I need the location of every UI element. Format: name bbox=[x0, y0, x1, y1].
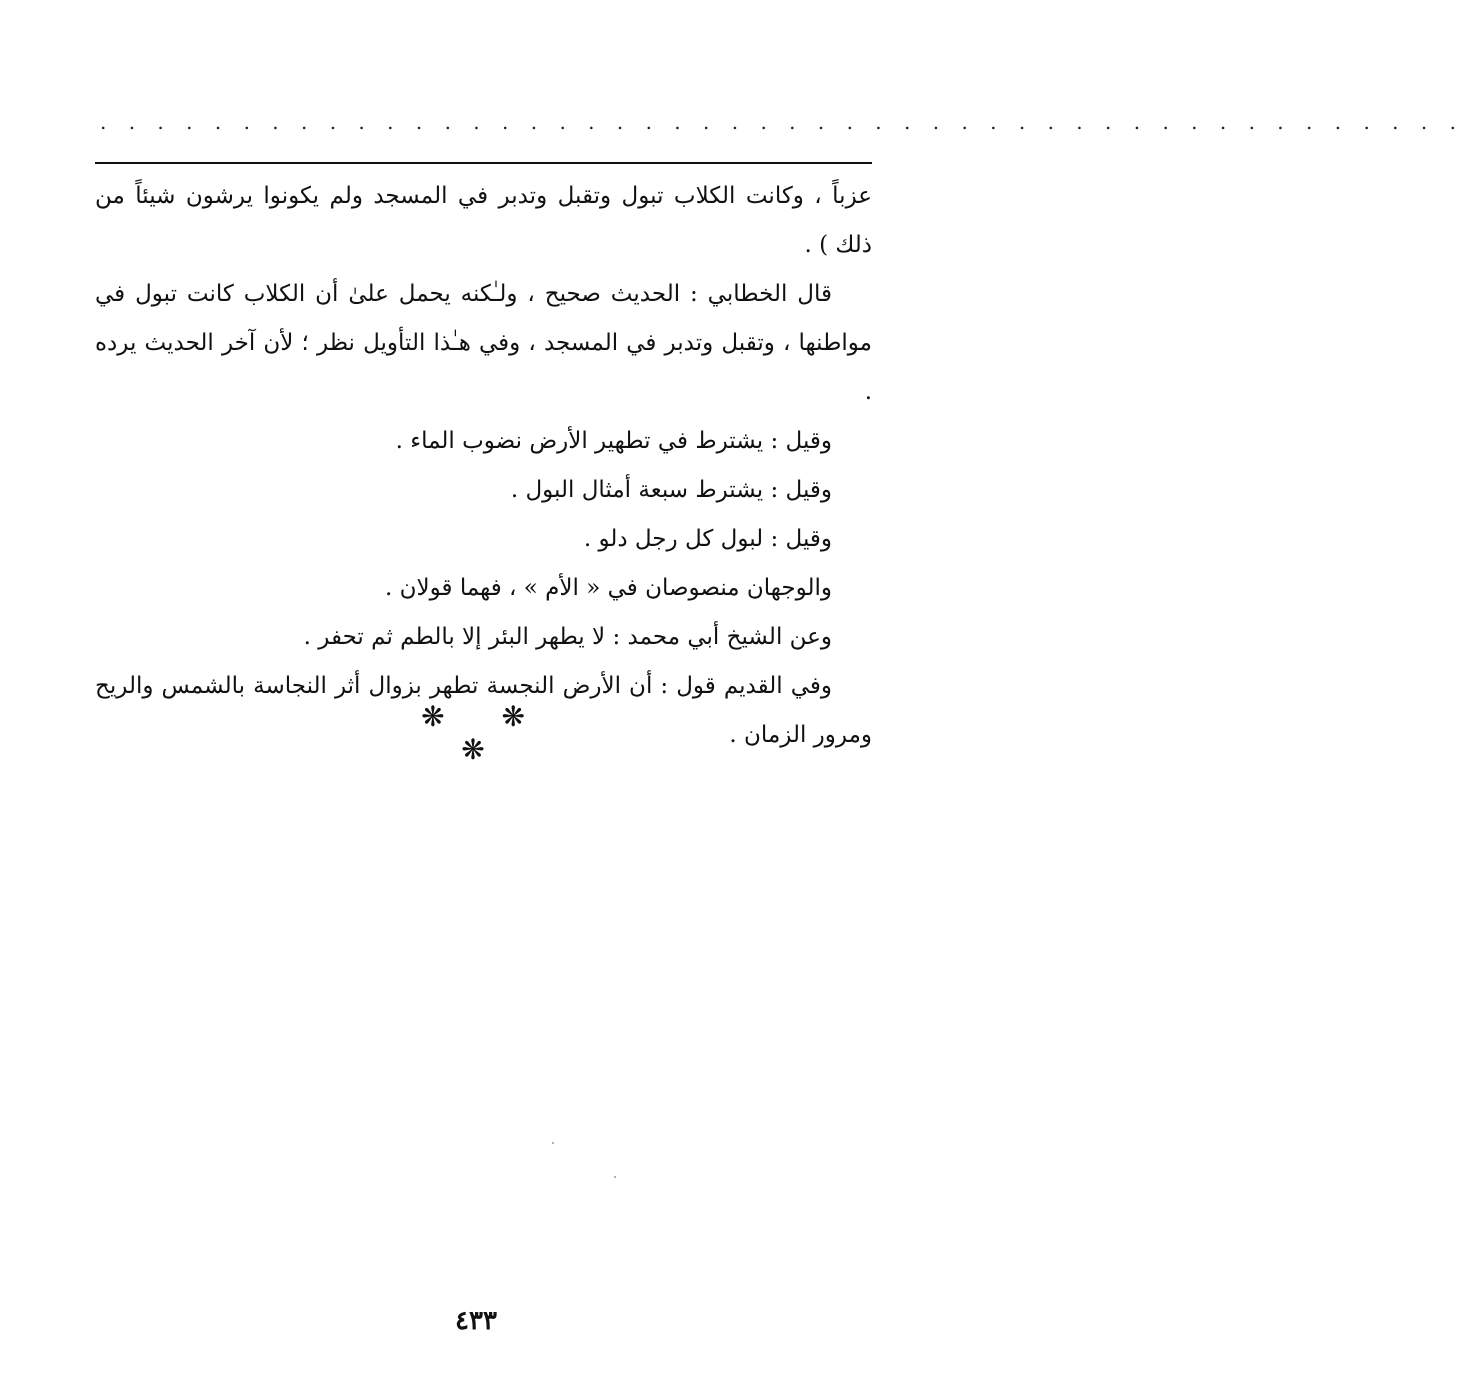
header-rule bbox=[95, 162, 872, 164]
paragraph-3: وقيل : يشترط في تطهير الأرض نضوب الماء . bbox=[395, 428, 832, 454]
scan-speck bbox=[614, 1176, 616, 1178]
paragraph-1: عزباً ، وكانت الكلاب تبول وتقبل وتدبر في المسجد ولم يكونوا يرشون شيئاً من ذلك ) . bbox=[95, 183, 872, 258]
paragraph-5: وقيل : لبول كل رجل دلو . bbox=[583, 526, 832, 552]
paragraph-6: والوجهان منصوصان في « الأم » ، فهما قولان . bbox=[385, 575, 832, 601]
paragraph-7: وعن الشيخ أبي محمد : لا يطهر البئر إلا بالطم ثم تحفر . bbox=[303, 624, 832, 650]
paragraph-8: وفي القديم قول : أن الأرض النجسة تطهر بزوال أثر النجاسة بالشمس والريح ومرور الزمان . bbox=[95, 673, 872, 748]
paragraph-4: وقيل : يشترط سبعة أمثال البول . bbox=[510, 477, 832, 503]
dotted-separator: . . . . . . . . . . . . . . . . . . . . . . . . . . . . . . . . . . . . . . . . . . . . . . . . bbox=[100, 110, 1464, 134]
section-separator: ❋ ❋ ❋ bbox=[421, 700, 549, 766]
scan-speck bbox=[552, 1142, 554, 1144]
paragraph-2: قال الخطابي : الحديث صحيح ، ولـٰكنه يحمل علىٰ أن الكلاب كانت تبول في مواطنها ، وتقبل وتدبر في المسجد ، وفي هـٰذا التأويل نظر ؛ لأن آخر الحديث يرده . bbox=[95, 281, 872, 405]
page-number: ٤٣٣ bbox=[455, 1306, 497, 1336]
main-text bbox=[95, 172, 872, 760]
